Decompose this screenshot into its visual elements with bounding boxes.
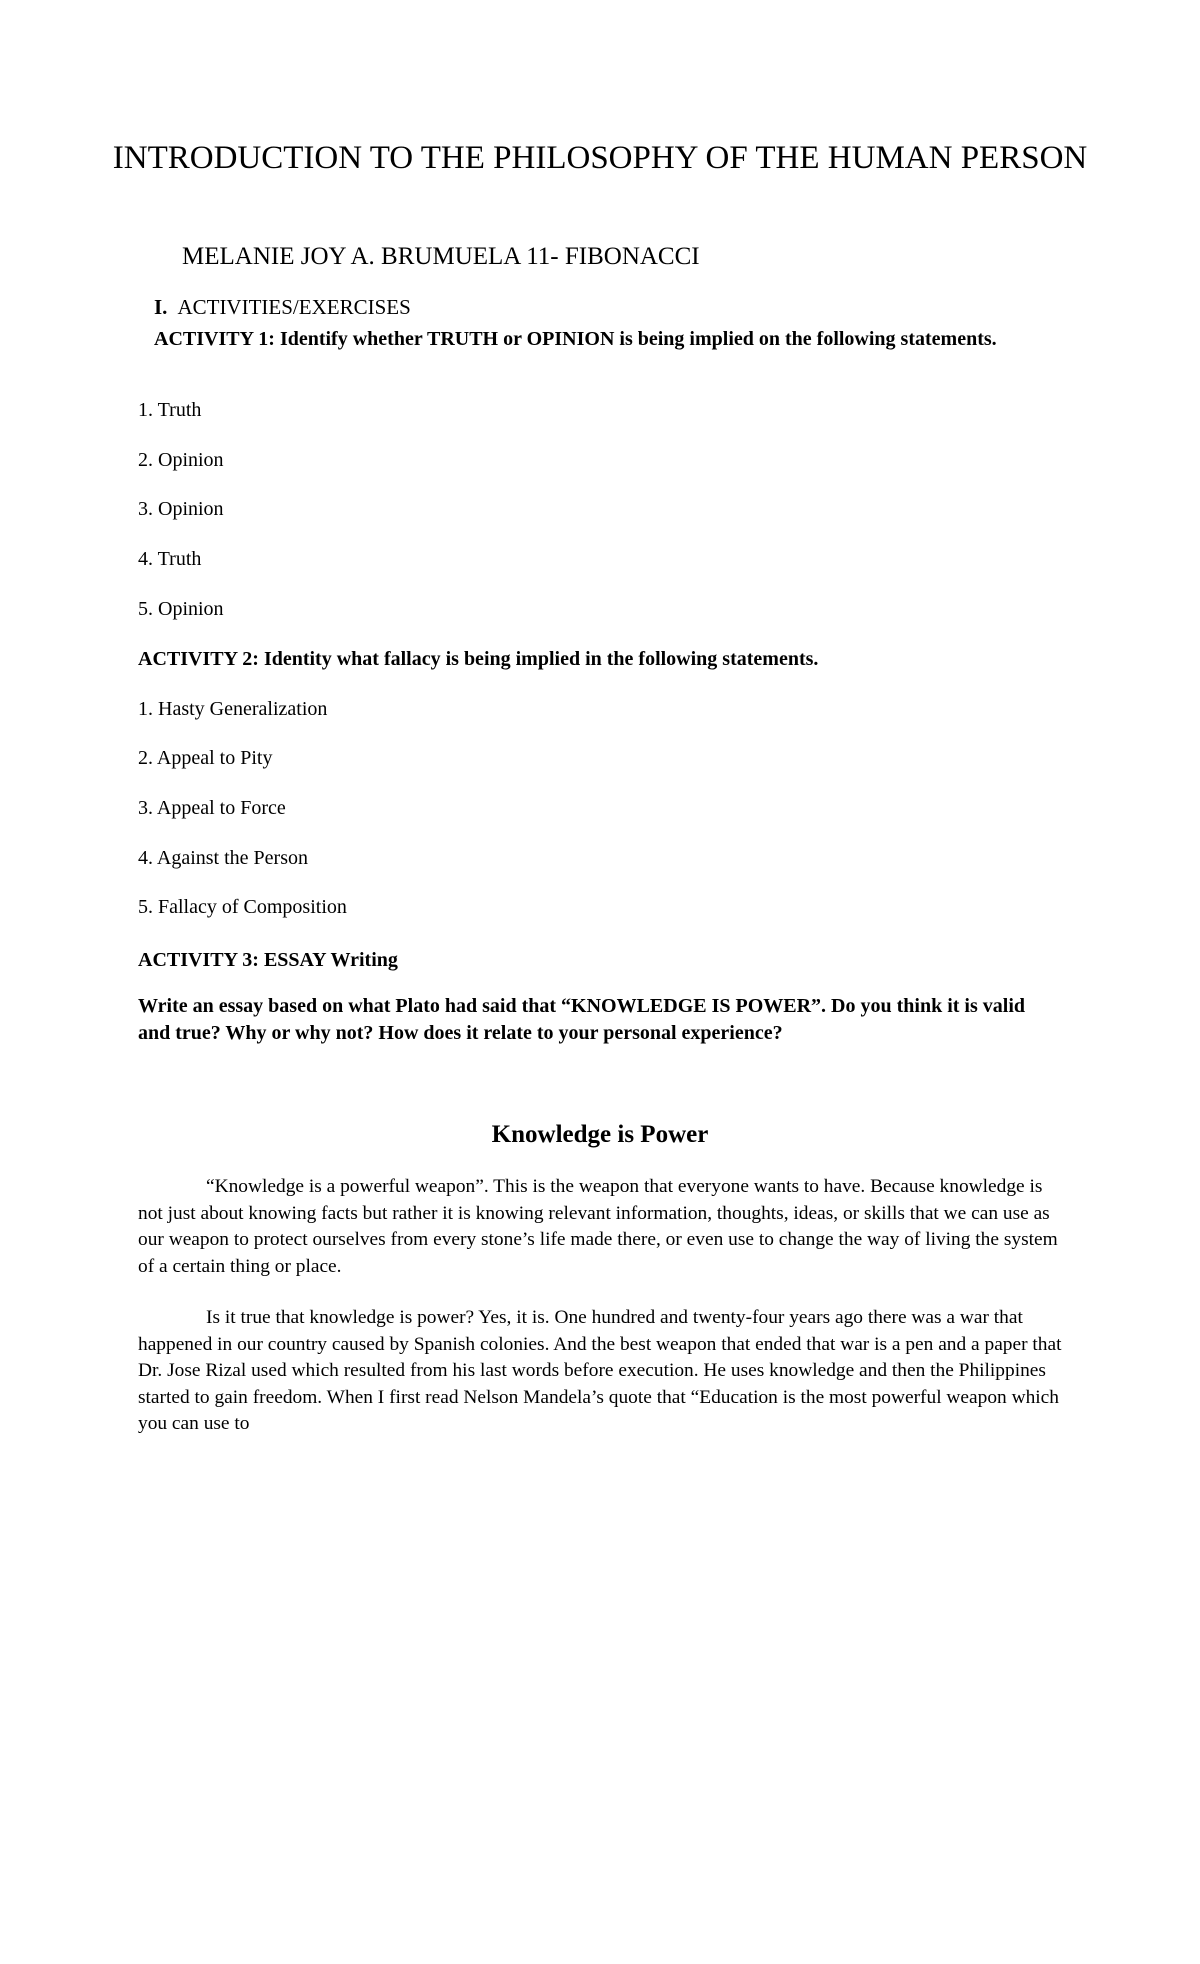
essay-paragraph-1-text: “Knowledge is a powerful weapon”. This is the weapon that everyone wants to have. Because knowledge is not just about knowing facts but rather it is knowing relevant information, thoughts, ideas, or skills that we can use as our weapon to protect ourselves from every stone’s life made there, or even use to change the way of living the system of a certain thing or place. <box>138 1176 1058 1277</box>
activity2-answer-4: 4. Against the Person <box>138 847 308 869</box>
essay-paragraph-2 <box>138 1305 1062 1438</box>
essay-prompt: Write an essay based on what Plato had said that “KNOWLEDGE IS POWER”. Do you think it is valid and true? Why or why not? How does it relate to your personal experience? <box>138 995 1026 1044</box>
activity1-answer-5: 5. Opinion <box>138 598 224 620</box>
essay-title: Knowledge is Power <box>491 1121 709 1148</box>
activity2-answer-3: 3. Appeal to Force <box>138 797 286 819</box>
activity2-heading: ACTIVITY 2: Identity what fallacy is being implied in the following statements. <box>138 648 819 670</box>
activity1-answer-3: 3. Opinion <box>138 498 224 520</box>
activity2-answer-5: 5. Fallacy of Composition <box>138 896 347 918</box>
document-title: INTRODUCTION TO THE PHILOSOPHY OF THE HUMAN PERSON <box>112 140 1088 176</box>
activity3-heading: ACTIVITY 3: ESSAY Writing <box>138 949 398 971</box>
section-numeral: I. <box>154 295 168 319</box>
activity1-answer-1: 1. Truth <box>138 399 202 421</box>
section-heading <box>154 294 411 320</box>
essay-paragraph-2-text: Is it true that knowledge is power? Yes, it is. One hundred and twenty-four years ago there was a war that happened in our country caused by Spanish colonies. And the best weapon that ended that war is a pen and a paper that Dr. Jose Rizal used which resulted from his last words before execution. He uses knowledge and then the Philippines started to gain freedom. When I first read Nelson Mandela’s quote that “Education is the most powerful weapon which you can use to <box>138 1307 1062 1434</box>
activity1-heading: ACTIVITY 1: Identify whether TRUTH or OPINION is being implied on the following statements. <box>154 328 997 350</box>
activity2-answer-1: 1. Hasty Generalization <box>138 698 328 720</box>
activity1-answer-2: 2. Opinion <box>138 449 224 471</box>
essay-paragraph-1 <box>138 1174 1062 1280</box>
section-label: ACTIVITIES/EXERCISES <box>177 295 411 319</box>
author-line: MELANIE JOY A. BRUMUELA 11- FIBONACCI <box>182 243 700 270</box>
activity1-answer-4: 4. Truth <box>138 548 202 570</box>
activity2-answer-2: 2. Appeal to Pity <box>138 747 273 769</box>
